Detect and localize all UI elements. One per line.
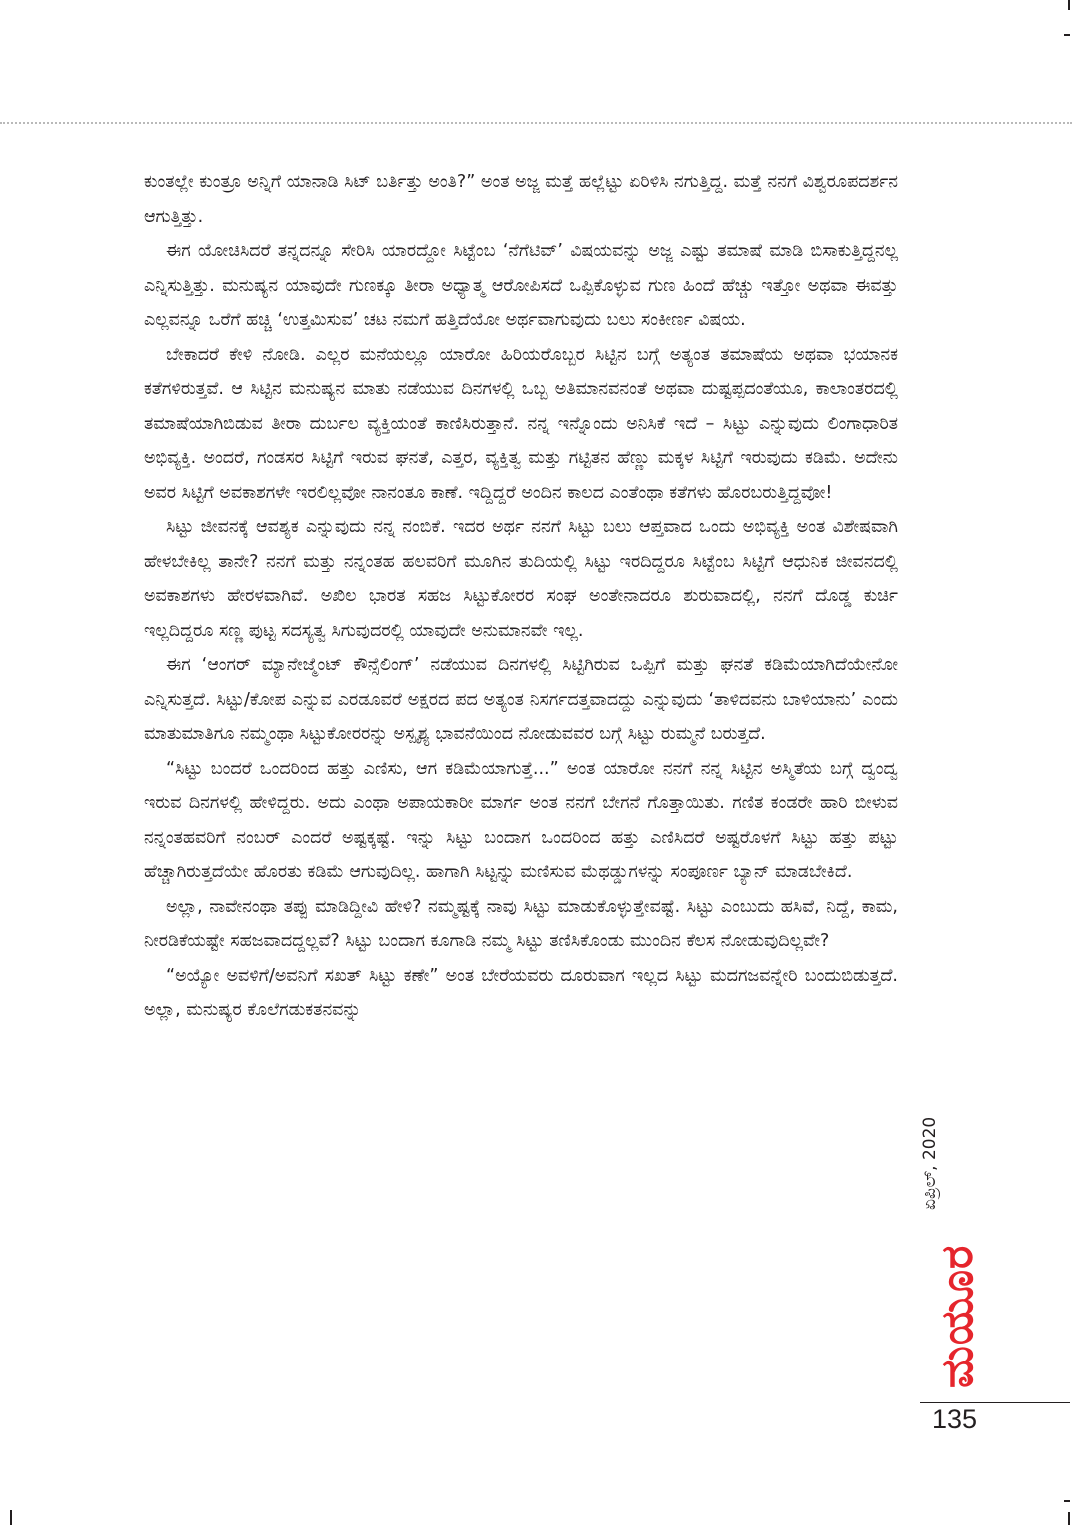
folio-rule <box>920 1402 1070 1403</box>
magazine-logo: ಮಯೂರ <box>932 1244 983 1388</box>
paragraph-4: ಸಿಟ್ಟು ಜೀವನಕ್ಕೆ ಆವಶ್ಯಕ ಎನ್ನುವುದು ನನ್ನ ನಂಬಿಕೆ. ಇದರ ಅರ್ಥ ನನಗೆ ಸಿಟ್ಟು ಬಲು ಆಪ್ತವಾದ ಒಂದು ಅಭಿವ್ಯಕ್ತಿ ಅಂತ ವಿಶೇಷವಾಗಿ ಹೇಳಬೇಕಿಲ್ಲ ತಾನೇ? ನನಗೆ ಮತ್ತು ನನ್ನಂತಹ ಹಲವರಿಗೆ ಮೂಗಿನ ತುದಿಯಲ್ಲಿ ಸಿಟ್ಟು ಇರದಿದ್ದರೂ ಸಿಟ್ಟೆಂಬ ಸಿಟ್ಟಿಗೆ ಆಧುನಿಕ ಜೀವನದಲ್ಲಿ ಅವಕಾಶಗಳು ಹೇರಳವಾಗಿವೆ. ಅಖಿಲ ಭಾರತ ಸಹಜ ಸಿಟ್ಟುಕೋರರ ಸಂಘ ಅಂತೇನಾದರೂ ಶುರುವಾದಲ್ಲಿ, ನನಗೆ ದೊಡ್ಡ ಕುರ್ಚಿ ಇಲ್ಲದಿದ್ದರೂ ಸಣ್ಣ ಪುಟ್ಟ ಸದಸ್ಯತ್ವ ಸಿಗುವುದರಲ್ಲಿ ಯಾವುದೇ ಅನುಮಾನವೇ ಇಲ್ಲ. <box>144 517 898 641</box>
article-body <box>144 165 898 1028</box>
header-dotted-rule <box>0 122 1072 124</box>
crop-mark-bottom-right-vertical <box>1068 1512 1070 1525</box>
issue-date: ಏಪ್ರಿಲ್, 2020 <box>920 1116 940 1210</box>
paragraph-8: “ಅಯ್ಯೋ ಅವಳಿಗೆ/ಅವನಿಗೆ ಸಖತ್ ಸಿಟ್ಟು ಕಣೇ” ಅಂತ ಬೇರೆಯವರು ದೂರುವಾಗ ಇಲ್ಲದ ಸಿಟ್ಟು ಮದಗಜವನ್ನೇರಿ ಬಂದುಬಿಡುತ್ತದೆ. ಅಲ್ಲಾ, ಮನುಷ್ಯರ ಕೊಲೆಗಡುಕತನವನ್ನು <box>144 965 898 1020</box>
crop-mark-top-right <box>1064 34 1070 36</box>
crop-mark-top <box>1068 0 1070 10</box>
paragraph-5: ಈಗ ‘ಆಂಗರ್ ಮ್ಯಾನೇಜ್ಮೆಂಟ್ ಕೌನ್ಸೆಲಿಂಗ್’ ನಡೆಯುವ ದಿನಗಳಲ್ಲಿ ಸಿಟ್ಟಿಗಿರುವ ಒಪ್ಪಿಗೆ ಮತ್ತು ಘನತೆ ಕಡಿಮೆಯಾಗಿದೆಯೇನೋ ಎನ್ನಿಸುತ್ತದೆ. ಸಿಟ್ಟು/ಕೋಪ ಎನ್ನುವ ಎರಡೂವರೆ ಅಕ್ಷರದ ಪದ ಅತ್ಯಂತ ನಿಸರ್ಗದತ್ತವಾದದ್ದು ಎನ್ನುವುದು ‘ತಾಳಿದವನು ಬಾಳಿಯಾನು’ ಎಂದು ಮಾತುಮಾತಿಗೂ ನಮ್ಮಂಥಾ ಸಿಟ್ಟುಕೋರರನ್ನು ಅಸ್ಪೃಶ್ಯ ಭಾವನೆಯಿಂದ ನೋಡುವವರ ಬಗ್ಗೆ ಸಿಟ್ಟು ರುಮ್ಮನೆ ಬರುತ್ತದೆ. <box>144 655 898 744</box>
crop-mark-bottom-right <box>1064 1500 1070 1502</box>
paragraph-6: “ಸಿಟ್ಟು ಬಂದರೆ ಒಂದರಿಂದ ಹತ್ತು ಎಣಿಸು, ಆಗ ಕಡಿಮೆಯಾಗುತ್ತೆ...” ಅಂತ ಯಾರೋ ನನಗೆ ನನ್ನ ಸಿಟ್ಟಿನ ಅಸ್ಮಿತೆಯ ಬಗ್ಗೆ ದ್ವಂದ್ವ ಇರುವ ದಿನಗಳಲ್ಲಿ ಹೇಳಿದ್ದರು. ಅದು ಎಂಥಾ ಅಪಾಯಕಾರೀ ಮಾರ್ಗ ಅಂತ ನನಗೆ ಬೇಗನೆ ಗೊತ್ತಾಯಿತು. ಗಣಿತ ಕಂಡರೇ ಹಾರಿ ಬೀಳುವ ನನ್ನಂತಹವರಿಗೆ ನಂಬರ್ ಎಂದರೆ ಅಷ್ಟಕ್ಕಷ್ಟೆ. ಇನ್ನು ಸಿಟ್ಟು ಬಂದಾಗ ಒಂದರಿಂದ ಹತ್ತು ಎಣಿಸಿದರೆ ಅಷ್ಟರೊಳಗೆ ಸಿಟ್ಟು ಹತ್ತು ಪಟ್ಟು ಹೆಚ್ಚಾಗಿರುತ್ತದೆಯೇ ಹೊರತು ಕಡಿಮೆ ಆಗುವುದಿಲ್ಲ. ಹಾಗಾಗಿ ಸಿಟ್ಟನ್ನು ಮಣಿಸುವ ಮೆಥಡ್ಡುಗಳನ್ನು ಸಂಪೂರ್ಣ ಬ್ಯಾನ್ ಮಾಡಬೇಕಿದೆ. <box>144 758 898 882</box>
page-number: 135 <box>932 1404 978 1434</box>
crop-mark-bottom-left <box>10 1510 12 1525</box>
paragraph-7: ಅಲ್ಲಾ, ನಾವೇನಂಥಾ ತಪ್ಪು ಮಾಡಿದ್ದೀವಿ ಹೇಳಿ? ನಮ್ಮಷ್ಟಕ್ಕೆ ನಾವು ಸಿಟ್ಟು ಮಾಡುಕೊಳ್ಳುತ್ತೇವಷ್ಟೆ. ಸಿಟ್ಟು ಎಂಬುದು ಹಸಿವೆ, ನಿದ್ದೆ, ಕಾಮ, ನೀರಡಿಕೆಯಷ್ಟೇ ಸಹಜವಾದದ್ದಲ್ಲವೆ? ಸಿಟ್ಟು ಬಂದಾಗ ಕೂಗಾಡಿ ನಮ್ಮ ಸಿಟ್ಟು ತಣಿಸಿಕೊಂಡು ಮುಂದಿನ ಕೆಲಸ ನೋಡುವುದಿಲ್ಲವೇ? <box>144 896 898 951</box>
paragraph-1: ಕುಂತಲ್ಲೇ ಕುಂತ್ರೂ ಅನ್ನಿಗೆ ಯಾನಾಡಿ ಸಿಟ್ ಬರ್ತಿತ್ತು ಅಂತಿ?” ಅಂತ ಅಜ್ಜ ಮತ್ತೆ ಹಲ್ಲೆಟ್ಟು ಏರಿಳಿಸಿ ನಗುತ್ತಿದ್ದ. ಮತ್ತೆ ನನಗೆ ವಿಶ್ವರೂಪದರ್ಶನ ಆಗುತ್ತಿತ್ತು. <box>144 172 898 227</box>
paragraph-3: ಬೇಕಾದರೆ ಕೇಳಿ ನೋಡಿ. ಎಲ್ಲರ ಮನೆಯಲ್ಲೂ ಯಾರೋ ಹಿರಿಯರೊಬ್ಬರ ಸಿಟ್ಟಿನ ಬಗ್ಗೆ ಅತ್ಯಂತ ತಮಾಷೆಯ ಅಥವಾ ಭಯಾನಕ ಕತೆಗಳಿರುತ್ತವೆ. ಆ ಸಿಟ್ಟಿನ ಮನುಷ್ಯನ ಮಾತು ನಡೆಯುವ ದಿನಗಳಲ್ಲಿ ಒಬ್ಬ ಅತಿಮಾನವನಂತೆ ಅಥವಾ ದುಷ್ಟಪ್ಪದಂತೆಯೂ, ಕಾಲಾಂತರದಲ್ಲಿ ತಮಾಷೆಯಾಗಿಬಿಡುವ ತೀರಾ ದುರ್ಬಲ ವ್ಯಕ್ತಿಯಂತೆ ಕಾಣಿಸಿರುತ್ತಾನೆ. ನನ್ನ ಇನ್ನೊಂದು ಅನಿಸಿಕೆ ಇದೆ – ಸಿಟ್ಟು ಎನ್ನುವುದು ಲಿಂಗಾಧಾರಿತ ಅಭಿವ್ಯಕ್ತಿ. ಅಂದರೆ, ಗಂಡಸರ ಸಿಟ್ಟಿಗೆ ಇರುವ ಘನತೆ, ಎತ್ತರ, ವ್ಯಕ್ತಿತ್ವ ಮತ್ತು ಗಟ್ಟಿತನ ಹೆಣ್ಣು ಮಕ್ಕಳ ಸಿಟ್ಟಿಗೆ ಇರುವುದು ಕಡಿಮೆ. ಅದೇನು ಅವರ ಸಿಟ್ಟಿಗೆ ಅವಕಾಶಗಳೇ ಇರಲಿಲ್ಲವೋ ನಾನಂತೂ ಕಾಣೆ. ಇದ್ದಿದ್ದರೆ ಅಂದಿನ ಕಾಲದ ಎಂತೆಂಥಾ ಕತೆಗಳು ಹೊರಬರುತ್ತಿದ್ದವೋ! <box>144 344 898 503</box>
paragraph-2: ಈಗ ಯೋಚಿಸಿದರೆ ತನ್ನದನ್ನೂ ಸೇರಿಸಿ ಯಾರದ್ದೋ ಸಿಟ್ಟೆಂಬ ‘ನೆಗೆಟಿವ್’ ವಿಷಯವನ್ನು ಅಜ್ಜ ಎಷ್ಟು ತಮಾಷೆ ಮಾಡಿ ಬಿಸಾಕುತ್ತಿದ್ದನಲ್ಲ ಎನ್ನಿಸುತ್ತಿತ್ತು. ಮನುಷ್ಯನ ಯಾವುದೇ ಗುಣಕ್ಕೂ ತೀರಾ ಅಧ್ಯಾತ್ಮ ಆರೋಪಿಸದೆ ಒಪ್ಪಿಕೊಳ್ಳುವ ಗುಣ ಹಿಂದೆ ಹೆಚ್ಚು ಇತ್ತೋ ಅಥವಾ ಈವತ್ತು ಎಲ್ಲವನ್ನೂ ಒರೆಗೆ ಹಚ್ಚಿ ‘ಉತ್ತಮಿಸುವ’ ಚಟ ನಮಗೆ ಹತ್ತಿದೆಯೋ ಅರ್ಥವಾಗುವುದು ಬಲು ಸಂಕೀರ್ಣ ವಿಷಯ. <box>144 241 898 330</box>
